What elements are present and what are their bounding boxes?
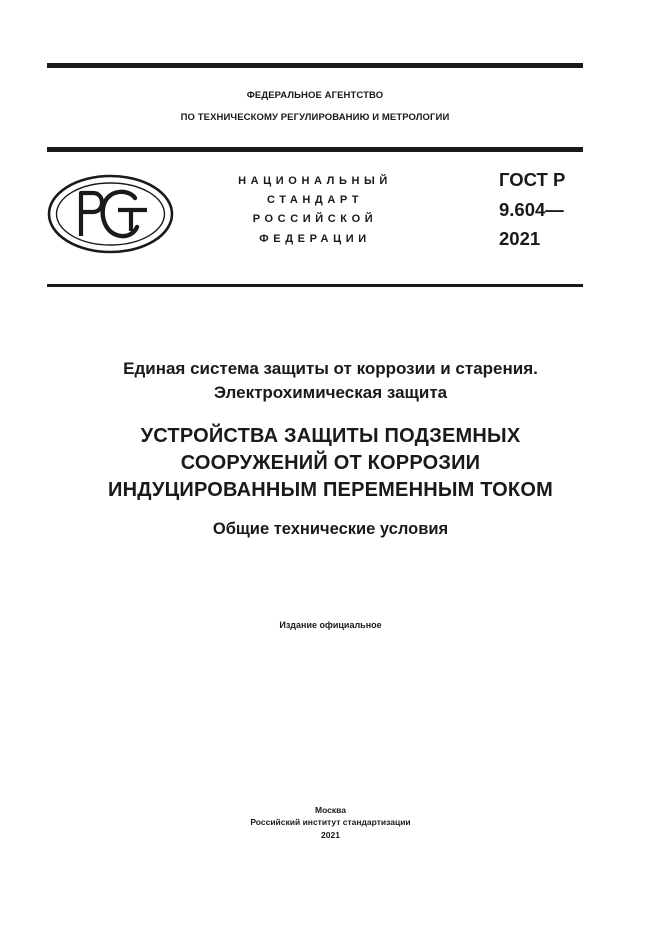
standard-type-line-1: НАЦИОНАЛЬНЫЙ [238,175,392,187]
document-subtitle: Общие технические условия [212,520,449,538]
series-title-line-1: Единая система защиты от коррозии и старения. [123,359,538,378]
publication-year: 2021 [321,830,340,840]
document-title-line-2: СООРУЖЕНИЙ ОТ КОРРОЗИИ [180,452,481,474]
gost-designation-line-2: 9.604— [499,199,564,220]
rst-certification-logo-icon [47,174,174,254]
publisher-city: Москва [315,805,346,815]
gost-designation-line-3: 2021 [499,228,541,249]
document-title-line-3: ИНДУЦИРОВАННЫМ ПЕРЕМЕННЫМ ТОКОМ [108,479,553,501]
standard-type-line-2: СТАНДАРТ [266,194,364,206]
publisher-institute: Российский институт стандартизации [250,817,411,827]
document-title-line-1: УСТРОЙСТВА ЗАЩИТЫ ПОДЗЕМНЫХ [140,425,521,447]
top-rule [47,63,583,68]
series-title-line-2: Электрохимическая защита [213,383,448,402]
agency-name-line-1: ФЕДЕРАЛЬНОЕ АГЕНТСТВО [246,90,384,101]
gost-designation-line-1: ГОСТ Р [499,169,566,190]
header-bottom-rule [47,284,583,287]
edition-note: Издание официальное [279,620,382,630]
header-divider-rule [47,147,583,152]
standard-type-line-4: ФЕДЕРАЦИИ [259,233,371,245]
standard-type-line-3: РОССИЙСКОЙ [252,213,378,225]
agency-name-line-2: ПО ТЕХНИЧЕСКОМУ РЕГУЛИРОВАНИЮ И МЕТРОЛОГИИ [180,112,450,123]
